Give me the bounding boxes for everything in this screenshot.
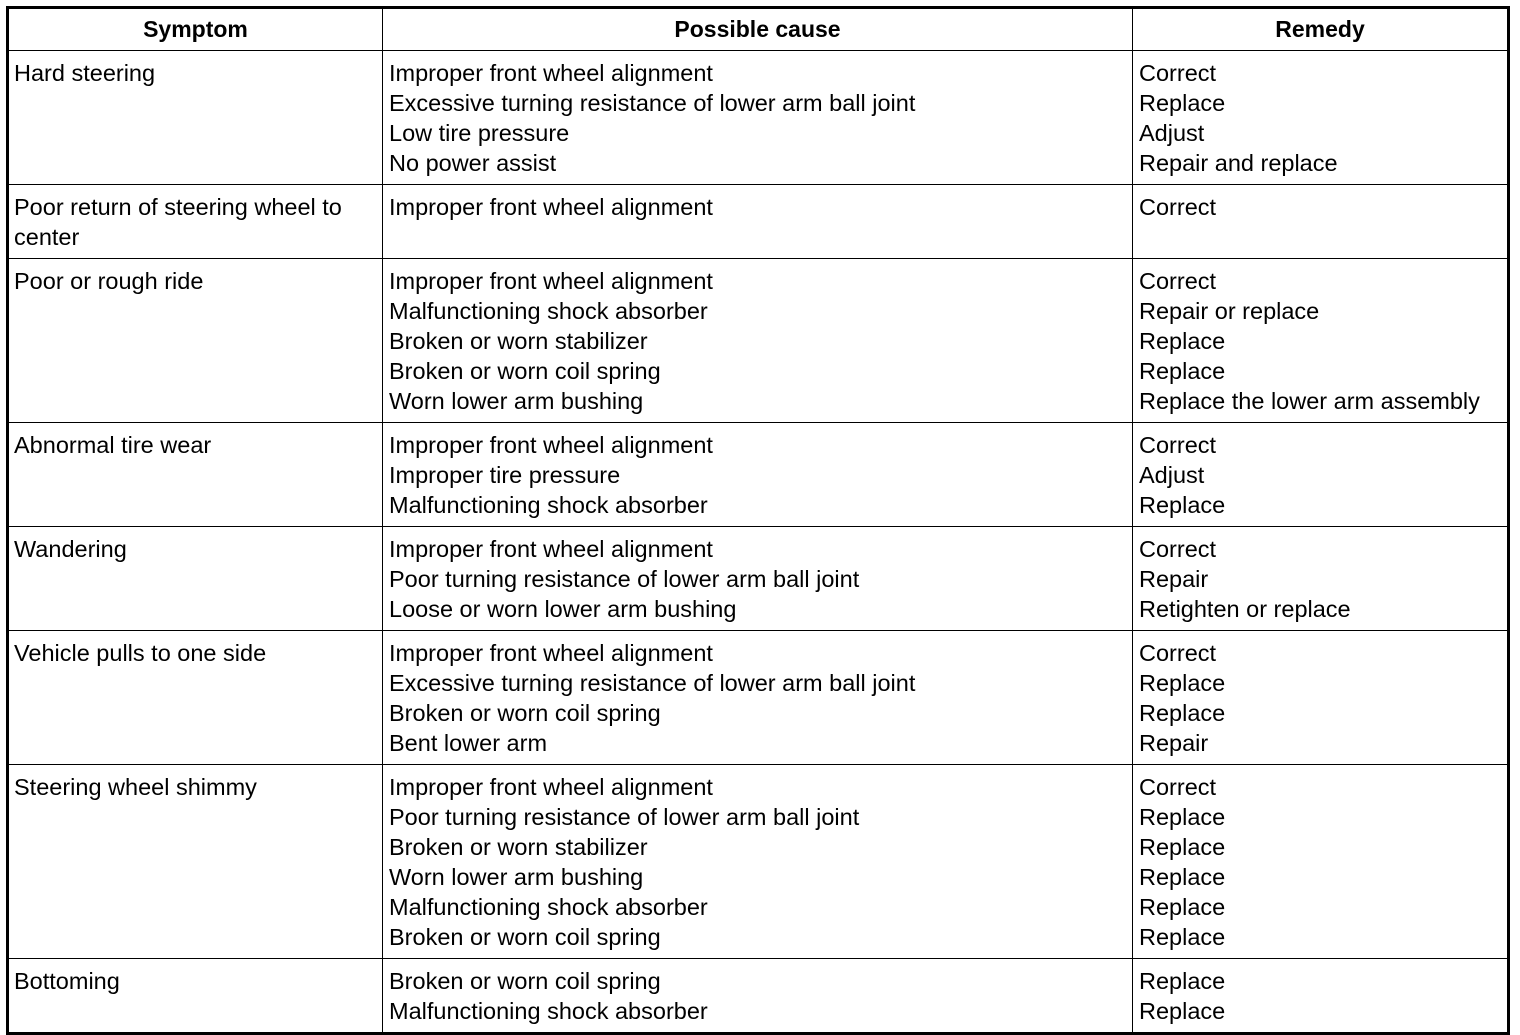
cause-line: Malfunctioning shock absorber: [389, 998, 708, 1024]
troubleshooting-table: [6, 6, 1510, 1035]
cause-line: Broken or worn coil spring: [389, 924, 661, 950]
table-row: [8, 185, 1509, 259]
remedy-cell: [1133, 959, 1509, 1034]
cause-line: Improper front wheel alignment: [389, 194, 713, 220]
remedy-line: Replace: [1139, 90, 1226, 116]
table-row: [8, 959, 1509, 1034]
symptom-cell: Poor return of steering wheel to center: [8, 185, 383, 259]
table-header: [8, 8, 1509, 51]
cause-line: Improper front wheel alignment: [389, 60, 713, 86]
possible-cause-cell: [383, 51, 1133, 185]
remedy-cell: [1133, 527, 1509, 631]
remedy-cell: [1133, 51, 1509, 185]
remedy-line: Repair or replace: [1139, 298, 1320, 324]
cause-line: Malfunctioning shock absorber: [389, 894, 708, 920]
possible-cause-header: Possible cause: [383, 8, 1133, 51]
remedy-line: Replace: [1139, 998, 1226, 1024]
table-row: [8, 423, 1509, 527]
possible-cause-cell: [383, 765, 1133, 959]
cause-line: Broken or worn stabilizer: [389, 834, 648, 860]
symptom-cell: Wandering: [8, 527, 383, 631]
symptom-cell: Vehicle pulls to one side: [8, 631, 383, 765]
cause-line: Broken or worn coil spring: [389, 700, 661, 726]
possible-cause-cell: [383, 259, 1133, 423]
cause-line: Loose or worn lower arm bushing: [389, 596, 737, 622]
remedy-line: Replace: [1139, 358, 1226, 384]
remedy-line: Replace: [1139, 670, 1226, 696]
table-row: [8, 51, 1509, 185]
cause-line: Improper front wheel alignment: [389, 774, 713, 800]
remedy-cell: [1133, 765, 1509, 959]
cause-line: Improper front wheel alignment: [389, 268, 713, 294]
possible-cause-cell: [383, 527, 1133, 631]
symptom-cell: Steering wheel shimmy: [8, 765, 383, 959]
symptom-cell: Poor or rough ride: [8, 259, 383, 423]
cause-line: Improper front wheel alignment: [389, 432, 713, 458]
remedy-line: Repair and replace: [1139, 150, 1338, 176]
cause-line: Worn lower arm bushing: [389, 864, 644, 890]
remedy-cell: [1133, 631, 1509, 765]
table-row: [8, 259, 1509, 423]
cause-line: No power assist: [389, 150, 557, 176]
remedy-line: Replace: [1139, 968, 1226, 994]
cause-line: Improper front wheel alignment: [389, 536, 713, 562]
possible-cause-cell: [383, 185, 1133, 259]
table-row: [8, 631, 1509, 765]
remedy-cell: [1133, 259, 1509, 423]
cause-line: Malfunctioning shock absorber: [389, 492, 708, 518]
cause-line: Malfunctioning shock absorber: [389, 298, 708, 324]
cause-line: Broken or worn stabilizer: [389, 328, 648, 354]
symptom-cell: Bottoming: [8, 959, 383, 1034]
table-body: [8, 51, 1509, 1034]
remedy-line: Replace: [1139, 864, 1226, 890]
symptom-cell: Abnormal tire wear: [8, 423, 383, 527]
remedy-line: Correct: [1139, 640, 1217, 666]
remedy-line: Replace: [1139, 894, 1226, 920]
remedy-line: Correct: [1139, 60, 1217, 86]
remedy-header: Remedy: [1133, 8, 1509, 51]
cause-line: Broken or worn coil spring: [389, 358, 661, 384]
cause-line: Bent lower arm: [389, 730, 548, 756]
possible-cause-cell: [383, 959, 1133, 1034]
cause-line: Broken or worn coil spring: [389, 968, 661, 994]
cause-line: Poor turning resistance of lower arm ball joint: [389, 566, 860, 592]
remedy-line: Replace: [1139, 924, 1226, 950]
remedy-line: Retighten or replace: [1139, 596, 1351, 622]
cause-line: Excessive turning resistance of lower arm ball joint: [389, 90, 916, 116]
cause-line: Poor turning resistance of lower arm ball joint: [389, 804, 860, 830]
header-row: [8, 8, 1509, 51]
remedy-line: Replace: [1139, 492, 1226, 518]
remedy-line: Replace the lower arm assembly: [1139, 388, 1480, 414]
cause-line: Worn lower arm bushing: [389, 388, 644, 414]
remedy-line: Correct: [1139, 536, 1217, 562]
cause-line: Improper front wheel alignment: [389, 640, 713, 666]
remedy-cell: [1133, 423, 1509, 527]
possible-cause-cell: [383, 423, 1133, 527]
remedy-line: Adjust: [1139, 120, 1205, 146]
remedy-line: Correct: [1139, 268, 1217, 294]
remedy-line: Replace: [1139, 700, 1226, 726]
remedy-line: Repair: [1139, 730, 1209, 756]
possible-cause-cell: [383, 631, 1133, 765]
symptom-cell: Hard steering: [8, 51, 383, 185]
remedy-line: Replace: [1139, 804, 1226, 830]
remedy-line: Correct: [1139, 194, 1217, 220]
symptom-header: Symptom: [8, 8, 383, 51]
remedy-line: Repair: [1139, 566, 1209, 592]
remedy-line: Adjust: [1139, 462, 1205, 488]
cause-line: Excessive turning resistance of lower arm ball joint: [389, 670, 916, 696]
table-row: [8, 527, 1509, 631]
remedy-line: Correct: [1139, 774, 1217, 800]
remedy-line: Correct: [1139, 432, 1217, 458]
remedy-cell: [1133, 185, 1509, 259]
cause-line: Low tire pressure: [389, 120, 570, 146]
cause-line: Improper tire pressure: [389, 462, 621, 488]
remedy-line: Replace: [1139, 834, 1226, 860]
table-row: [8, 765, 1509, 959]
remedy-line: Replace: [1139, 328, 1226, 354]
